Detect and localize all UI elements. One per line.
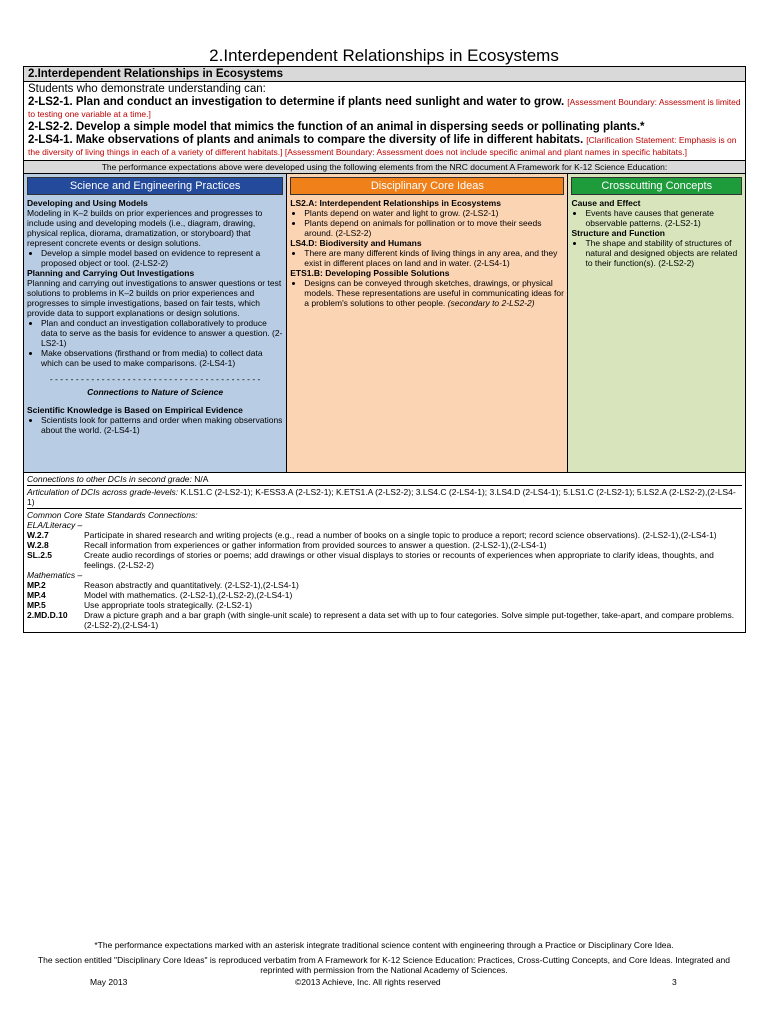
ccss-code: 2.MD.D.10 (27, 610, 68, 620)
page-number: 3 (672, 977, 677, 987)
pe-text: Develop a simple model that mimics the function of an animal in dispersing seeds or pollinating plants.* (75, 121, 645, 133)
dci-subheading: LS4.D: Biodiversity and Humans (290, 238, 422, 248)
ccss-item (27, 540, 742, 550)
ccss-code: W.2.8 (27, 540, 49, 550)
pe-item (28, 134, 741, 158)
ccss-label: Common Core State Standards Connections: (27, 510, 198, 520)
articulation-value: K.LS1.C (2-LS2-1); K-ESS3.A (2-LS2-1); K.ETS1.A (2-LS2-2); 3.LS4.C (2-LS4-1); 3.LS4.D (2-LS4-1); 5.LS1.C (2-LS2-1); 5.LS2.A (2-LS2-2),(2-LS4-1) (27, 487, 736, 507)
footer-note-reproduction: The section entitled "Disciplinary Core Ideas" is reproduced verbatim from A Framework for K-12 Science Education: Practices, Cross-Cutting Concepts, and Core Ideas. Integrated and reprinted with permission from the National Academy of Sciences. (37, 955, 731, 975)
sep-column (24, 174, 287, 472)
dci-subheading: LS2.A: Interdependent Relationships in Ecosystems (290, 198, 501, 208)
sep-paragraph: Planning and carrying out investigations to answer questions or test solutions to problems in K–2 builds on prior experiences and progresses to simple investigations, based on fair tests, which provide data to support explanations or design solutions. (27, 278, 282, 318)
ccss-item (27, 610, 742, 630)
math-label: Mathematics – (27, 570, 83, 580)
ccss-block (27, 509, 742, 632)
sep-column-title: Science and Engineering Practices (27, 177, 283, 195)
ccss-text: Create audio recordings of stories or poems; add drawings or other visual displays to stories or recounts of experiences when appropriate to clarify ideas, thoughts, and feelings. (2-LS2-2) (84, 550, 714, 570)
ccss-code: W.2.7 (27, 530, 49, 540)
ela-label: ELA/Literacy – (27, 520, 83, 530)
pe-note: [Clarification Statement: Emphasis is on the diversity of living things in each of a variety of different habitats.] [Assessment Boundary: Assessment does not include specific animal and plant names in specific habitats.] (28, 135, 737, 157)
pe-text: Plan and conduct an investigation to determine if plants need sunlight and water to grow. (75, 96, 565, 108)
dci-bullet-text: Designs can be conveyed through sketches, drawings, or physical models. These representations are useful in communicating ideas for a problem's solutions to other people. (304, 278, 564, 308)
articulation-row (27, 486, 742, 509)
dci-subheading: ETS1.B: Developing Possible Solutions (290, 268, 450, 278)
pe-item (28, 121, 741, 133)
sep-bullet: • Make observations (firsthand or from media) to collect data which can be used to make comparisons. (2-LS4-1) (41, 348, 283, 368)
pe-note: [Assessment Boundary: Assessment is limited to testing one variable at a time.] (28, 97, 741, 119)
sep-subheading: Planning and Carrying Out Investigations (27, 268, 195, 278)
ccss-text: Participate in shared research and writing projects (e.g., read a number of books on a single topic to produce a report; record science observations). (2-LS2-1),(2-LS4-1) (84, 530, 717, 540)
ccss-code: SL.2.5 (27, 550, 53, 560)
ccss-text: Draw a picture graph and a bar graph (with single-unit scale) to represent a data set with up to four categories. Solve simple put-together, take-apart, and compare problems. (2-LS2-2),(2-LS4-1) (84, 610, 735, 630)
footer-note-asterisk: *The performance expectations marked with an asterisk integrate traditional science content with engineering through a Practice or Disciplinary Core Idea. (94, 940, 674, 950)
dci-bullet: • Plants depend on water and light to grow. (2-LS2-1) (304, 208, 564, 218)
footer-copyright: ©2013 Achieve, Inc. All rights reserved (295, 977, 441, 987)
cc-bullet: • The shape and stability of structures of natural and designed objects are related to their function(s). (2-LS2-2) (585, 238, 742, 268)
standard-header: 2.Interdependent Relationships in Ecosystems (24, 67, 745, 82)
ccss-code: MP.2 (27, 580, 46, 590)
ccss-item (27, 580, 742, 590)
ccss-code: MP.4 (27, 590, 46, 600)
pe-code: 2-LS2-2. (28, 121, 73, 133)
dci-bullet (304, 278, 564, 308)
dci-column (287, 174, 568, 472)
sep-paragraph: Modeling in K–2 builds on prior experiences and progresses to include using and developing models (i.e., diagram, drawing, physical replica, diorama, dramatization, or storyboard) that represent concrete events or design solutions. (27, 208, 263, 248)
intro-text: Students who demonstrate understanding can: (28, 83, 266, 95)
performance-expectations (24, 82, 745, 160)
dci-column-title: Disciplinary Core Ideas (290, 177, 564, 195)
ccss-item (27, 550, 742, 570)
sep-bullet: • Scientists look for patterns and order when making observations about the world. (2-LS4-1) (41, 415, 283, 435)
dci-bullet: • Plants depend on animals for pollination or to move their seeds around. (2-LS2-2) (304, 218, 564, 238)
ccss-item (27, 590, 742, 600)
sep-subheading: Scientific Knowledge is Based on Empirical Evidence (27, 405, 243, 415)
cc-column (568, 174, 745, 472)
other-dcis-row (27, 473, 742, 486)
ccss-item (27, 530, 742, 540)
ccss-text: Recall information from experiences or gather information from provided sources to answer a question. (2-LS2-1),(2-LS4-1) (84, 540, 547, 550)
articulation-label: Articulation of DCIs across grade-levels: (27, 487, 179, 497)
divider-dashes: - - - - - - - - - - - - - - - - - - - - - - - - - - - - - - - - - - - - - - - - - (49, 374, 261, 384)
ccss-text: Reason abstractly and quantitatively. (2-LS2-1),(2-LS4-1) (84, 580, 299, 590)
sep-bullet: • Plan and conduct an investigation collaboratively to produce data to serve as the basis for evidence to answer a question. (2-LS2-1) (41, 318, 283, 348)
nos-heading: Connections to Nature of Science (87, 387, 224, 397)
ccss-text: Use appropriate tools strategically. (2-LS2-1) (84, 600, 253, 610)
cc-subheading: Structure and Function (571, 228, 665, 238)
other-dcis-label: Connections to other DCIs in second grade: (27, 474, 192, 484)
page-title: 2.Interdependent Relationships in Ecosystems (209, 46, 559, 65)
sep-bullet: • Develop a simple model based on evidence to represent a proposed object or tool. (2-LS2-2) (41, 248, 283, 268)
ccss-code: MP.5 (27, 600, 46, 610)
pe-text: Make observations of plants and animals to compare the diversity of life in different habitats. (75, 134, 584, 146)
pe-code: 2-LS2-1. (28, 96, 73, 108)
sep-subheading: Developing and Using Models (27, 198, 148, 208)
other-dcis-value: N/A (194, 474, 209, 484)
nrc-note: The performance expectations above were developed using the following elements from the NRC document A Framework for K-12 Science Education: (24, 160, 745, 174)
cc-column-title: Crosscutting Concepts (571, 177, 742, 195)
pe-item (28, 96, 741, 120)
pe-code: 2-LS4-1. (28, 134, 73, 146)
footer-date: May 2013 (90, 977, 128, 987)
cc-subheading: Cause and Effect (571, 198, 641, 208)
connections-section (24, 473, 745, 632)
ccss-text: Model with mathematics. (2-LS2-1),(2-LS2-2),(2-LS4-1) (84, 590, 293, 600)
dci-secondary-note: (secondary to 2-LS2-2) (447, 298, 535, 308)
standard-table (23, 66, 746, 633)
cc-bullet: • Events have causes that generate observable patterns. (2-LS2-1) (585, 208, 742, 228)
dci-bullet: • There are many different kinds of living things in any area, and they exist in different places on land and in water. (2-LS4-1) (304, 248, 564, 268)
framework-columns (24, 174, 745, 473)
ccss-item (27, 600, 742, 610)
